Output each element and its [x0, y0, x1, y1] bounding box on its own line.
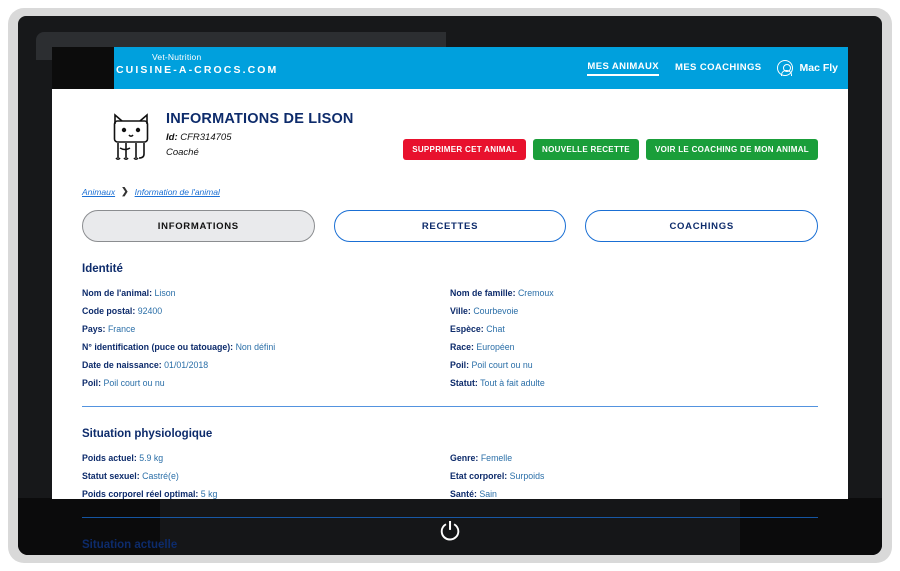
field-label: Nom de l'animal:: [82, 288, 153, 298]
field-label: Genre:: [450, 453, 479, 463]
field-ville: [450, 302, 808, 320]
page-title: INFORMATIONS DE LISON: [166, 111, 354, 127]
user-circle-icon: [777, 60, 793, 76]
section-title-identite: Identité: [82, 263, 123, 275]
field-label: Poil:: [450, 360, 470, 370]
field-identification: [82, 338, 440, 356]
nav-link-mes-animaux[interactable]: MES ANIMAUX: [587, 61, 659, 76]
field-etat-corporel: [450, 467, 808, 485]
field-value: 5 kg: [200, 489, 218, 499]
coach-status: Coaché: [166, 147, 199, 158]
tab-recettes[interactable]: RECETTES: [334, 210, 567, 242]
field-date-naissance: [82, 356, 440, 374]
delete-animal-button[interactable]: SUPPRIMER CET ANIMAL: [403, 139, 526, 160]
field-value: Tout à fait adulte: [480, 378, 545, 388]
identite-left-column: [82, 284, 450, 392]
field-label: Poids actuel:: [82, 453, 137, 463]
field-value: France: [107, 324, 136, 334]
field-nom-animal: [82, 284, 440, 302]
user-menu[interactable]: [777, 60, 838, 76]
field-label: Code postal:: [82, 306, 136, 316]
browser-viewport: [52, 47, 848, 551]
header-action-buttons: [403, 107, 818, 160]
field-statut: [450, 374, 808, 392]
field-label: Race:: [450, 342, 474, 352]
chevron-right-icon: ❯: [121, 186, 129, 196]
field-value: Sain: [479, 489, 497, 499]
top-navigation-bar: [52, 47, 848, 89]
brand-superlabel: Vet-Nutrition: [152, 52, 202, 62]
topnav-right-group: [587, 47, 838, 89]
section-title-actuelle: Situation actuelle: [82, 539, 178, 551]
animal-id-value: CFR314705: [180, 132, 232, 143]
page-header: [82, 89, 818, 162]
nav-link-mes-coachings[interactable]: MES COACHINGS: [675, 61, 762, 73]
field-value: Cremoux: [517, 288, 554, 298]
field-value: Européen: [476, 342, 515, 352]
field-label: Etat corporel:: [450, 471, 508, 481]
field-label: Statut sexuel:: [82, 471, 140, 481]
breadcrumb-item-information[interactable]: Information de l'animal: [134, 186, 220, 197]
user-name-label: Mac Fly: [799, 62, 838, 74]
field-poil-right: [450, 356, 808, 374]
site-brand[interactable]: [114, 51, 278, 77]
field-sante: [450, 485, 808, 503]
section-divider-1: [82, 406, 818, 407]
field-value: Femelle: [480, 453, 513, 463]
field-value: 5.9 kg: [139, 453, 164, 463]
page-content: [52, 89, 848, 551]
topnav-dark-block: [52, 47, 114, 89]
field-label: Pays:: [82, 324, 106, 334]
field-label: N° identification (puce ou tatouage):: [82, 342, 234, 352]
field-poids-actuel: [82, 449, 440, 467]
field-label: Poil:: [82, 378, 102, 388]
physio-left-column: [82, 449, 450, 503]
field-label: Date de naissance:: [82, 360, 162, 370]
field-code-postal: [82, 302, 440, 320]
field-label: Poids corporel réel optimal:: [82, 489, 199, 499]
field-genre: [450, 449, 808, 467]
field-pays: [82, 320, 440, 338]
field-value: 92400: [137, 306, 163, 316]
identite-right-column: [450, 284, 818, 392]
section-title-physiologique: Situation physiologique: [82, 428, 213, 440]
tab-informations[interactable]: INFORMATIONS: [82, 210, 315, 242]
field-value: 01/01/2018: [164, 360, 209, 370]
section-physiologique: [82, 449, 818, 503]
field-value: Surpoids: [509, 471, 545, 481]
view-coaching-button[interactable]: VOIR LE COACHING DE MON ANIMAL: [646, 139, 818, 160]
power-button-icon[interactable]: ⏻: [440, 518, 460, 546]
new-recipe-button[interactable]: NOUVELLE RECETTE: [533, 139, 639, 160]
breadcrumb: [82, 186, 818, 197]
field-race: [450, 338, 808, 356]
field-value: Non défini: [235, 342, 276, 352]
field-espece: [450, 320, 808, 338]
field-label: Ville:: [450, 306, 471, 316]
field-value: Courbevoie: [473, 306, 519, 316]
field-value: Poil court ou nu: [103, 378, 165, 388]
section-divider-2: [82, 517, 818, 518]
field-poil-left: [82, 374, 440, 392]
field-poids-optimal: [82, 485, 440, 503]
tab-bar: [82, 210, 818, 242]
field-label: Espèce:: [450, 324, 484, 334]
brand-name: CUISINE-A-CROCS.COM: [116, 64, 279, 76]
section-identite: [82, 284, 818, 392]
cat-logo-icon: [108, 110, 154, 162]
field-statut-sexuel: [82, 467, 440, 485]
field-value: Lison: [154, 288, 176, 298]
animal-id-label: Id:: [166, 132, 178, 143]
animal-id-line: [166, 132, 354, 143]
breadcrumb-item-animaux[interactable]: Animaux: [82, 186, 116, 197]
title-block: [166, 107, 354, 158]
field-value: Chat: [486, 324, 505, 334]
tab-coachings[interactable]: COACHINGS: [585, 210, 818, 242]
field-label: Santé:: [450, 489, 477, 499]
field-value: Castré(e): [142, 471, 179, 481]
field-value: Poil court ou nu: [471, 360, 533, 370]
physio-right-column: [450, 449, 818, 503]
field-label: Nom de famille:: [450, 288, 516, 298]
field-label: Statut:: [450, 378, 478, 388]
field-nom-famille: [450, 284, 808, 302]
